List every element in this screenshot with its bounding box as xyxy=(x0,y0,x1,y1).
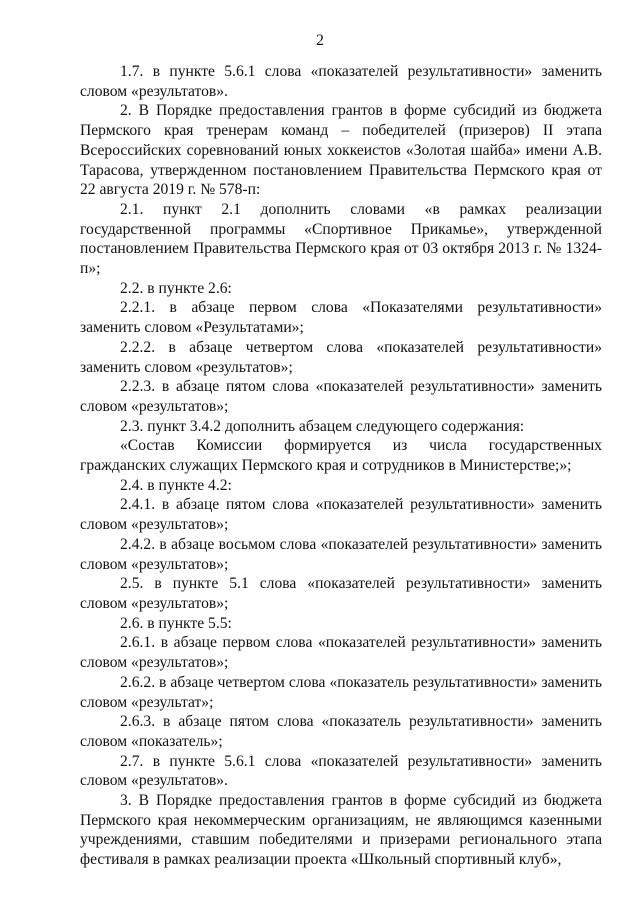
paragraph-2-7: 2.7. в пункте 5.6.1 слова «показателей результативности» заменить словом «результатов». xyxy=(80,752,602,790)
paragraph-2-2-3: 2.2.3. в абзаце пятом слова «показателей результативности» заменить словом «результатов»; xyxy=(80,378,602,415)
paragraph-2-6-2: 2.6.2. в абзаце четвертом слова «показатель результативности» заменить словом «результат»; xyxy=(80,673,602,711)
paragraph-2-2-2: 2.2.2. в абзаце четвертом слова «показателей результативности» заменить словом «результатов»; xyxy=(80,338,602,376)
paragraph-3: 3. В Порядке предоставления грантов в форме субсидий из бюджета Пермского края некоммерческим организациям, не являющимся казенными учреждениями, ставшим победителями и призерами регионального этапа фестиваля в рамках реализации проекта «Школьный спортивный клуб», xyxy=(80,792,602,869)
paragraph-2-1: 2.1. пункт 2.1 дополнить словами «в рамках реализации государственной программы «Спортивное Прикамье», утвержденной постановлением Правительства Пермского края от 03 октября 2013 г. № 1324-п»; xyxy=(80,200,602,278)
paragraph-2-6: 2.6. в пункте 5.5: xyxy=(120,614,232,632)
paragraph-2-4-1: 2.4.1. в абзаце пятом слова «показателей результативности» заменить словом «результатов»; xyxy=(80,496,602,534)
paragraph-2-2-1: 2.2.1. в абзаце первом слова «Показателями результативности» заменить словом «Результатами»; xyxy=(80,299,602,337)
page-number: 2 xyxy=(316,32,324,49)
document-body xyxy=(80,62,602,870)
paragraph-2-2: 2.2. в пункте 2.6: xyxy=(120,279,232,297)
paragraph-2-4-2: 2.4.2. в абзаце восьмом слова «показателей результативности» заменить словом «результатов»; xyxy=(80,535,602,573)
paragraph-1-7: 1.7. в пункте 5.6.1 слова «показателей результативности» заменить словом «результатов». xyxy=(80,63,602,100)
paragraph-2-6-1: 2.6.1. в абзаце первом слова «показателей результативности» заменить словом «результатов»; xyxy=(80,634,602,672)
paragraph-2-6-3: 2.6.3. в абзаце пятом слова «показатель результативности» заменить словом «показатель»; xyxy=(80,713,602,750)
paragraph-2-3: 2.3. пункт 3.4.2 дополнить абзацем следующего содержания: xyxy=(120,417,525,435)
paragraph-2-4: 2.4. в пункте 4.2: xyxy=(120,476,232,494)
paragraph-2: 2. В Порядке предоставления грантов в форме субсидий из бюджета Пермского края тренерам команд – победителей (призеров) II этапа Всероссийских соревнований юных хоккеистов «Золотая шайба» имени А.В. Тарасова, утвержденном постановлением Правительства Пермского края от 22 августа 2019 г. № 578-п: xyxy=(80,102,602,199)
paragraph-2-5: 2.5. в пункте 5.1 слова «показателей результативности» заменить словом «результатов»; xyxy=(80,575,602,612)
paragraph-2-3-quote: «Состав Комиссии формируется из числа государственных гражданских служащих Пермского края и сотрудников в Министерстве;»; xyxy=(80,437,602,475)
